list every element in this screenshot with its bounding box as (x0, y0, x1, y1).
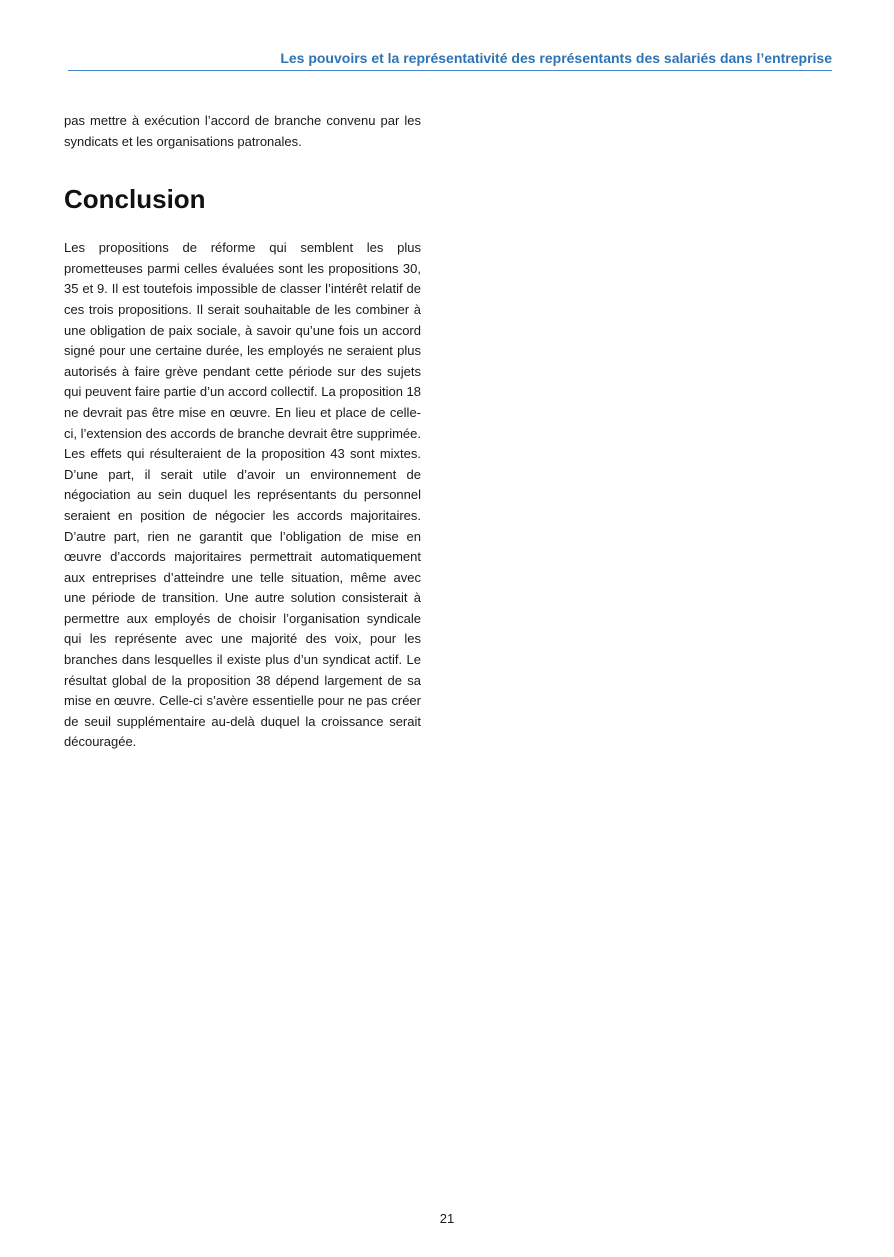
page-number: 21 (439, 1211, 455, 1226)
running-header-title: Les pouvoirs et la représentativité des représentants des salariés dans l’entreprise (280, 50, 832, 66)
header-divider (68, 70, 832, 71)
continuation-paragraph: pas mettre à exécution l’accord de branche convenu par les syndicats et les organisations patronales. (64, 113, 421, 149)
section-heading: Conclusion (64, 184, 206, 215)
text-column (64, 111, 421, 753)
conclusion-paragraph: Les propositions de réforme qui semblent les plus prometteuses parmi celles évaluées sont les propositions 30, 35 et 9. Il est toutefois impossible de classer l’intérêt relatif de ces trois propositions. Il serait souhaitable de les combiner à une obligation de paix sociale, à savoir qu’une fois un accord signé pour une certaine durée, les employés ne seraient plus autorisés à faire grève pendant cette période sur des sujets qui peuvent faire partie d’un accord collectif. La proposition 18 ne devrait pas être mise en œuvre. En lieu et place de celle-ci, l’extension des accords de branche devrait être supprimée. Les effets qui résulteraient de la proposition 43 sont mixtes. D’une part, il serait utile d’avoir un environnement de négociation au sein duquel les représentants du personnel seraient en position de négocier les accords majoritaires. D’autre part, rien ne garantit que l’obligation de mise en œuvre d’accords majoritaires permettrait automatiquement aux entreprises d’atteindre une telle situation, même avec une période de transition. Une autre solution consisterait à permettre aux employés de choisir l’organisation syndicale qui les représente avec une majorité des voix, pour les branches dans lesquelles il existe plus d’un syndicat actif. Le résultat global de la proposition 38 dépend largement de sa mise en œuvre. Celle-ci s’avère essentielle pour ne pas créer de seuil supplémentaire au-delà duquel la croissance serait découragée. (64, 240, 421, 750)
